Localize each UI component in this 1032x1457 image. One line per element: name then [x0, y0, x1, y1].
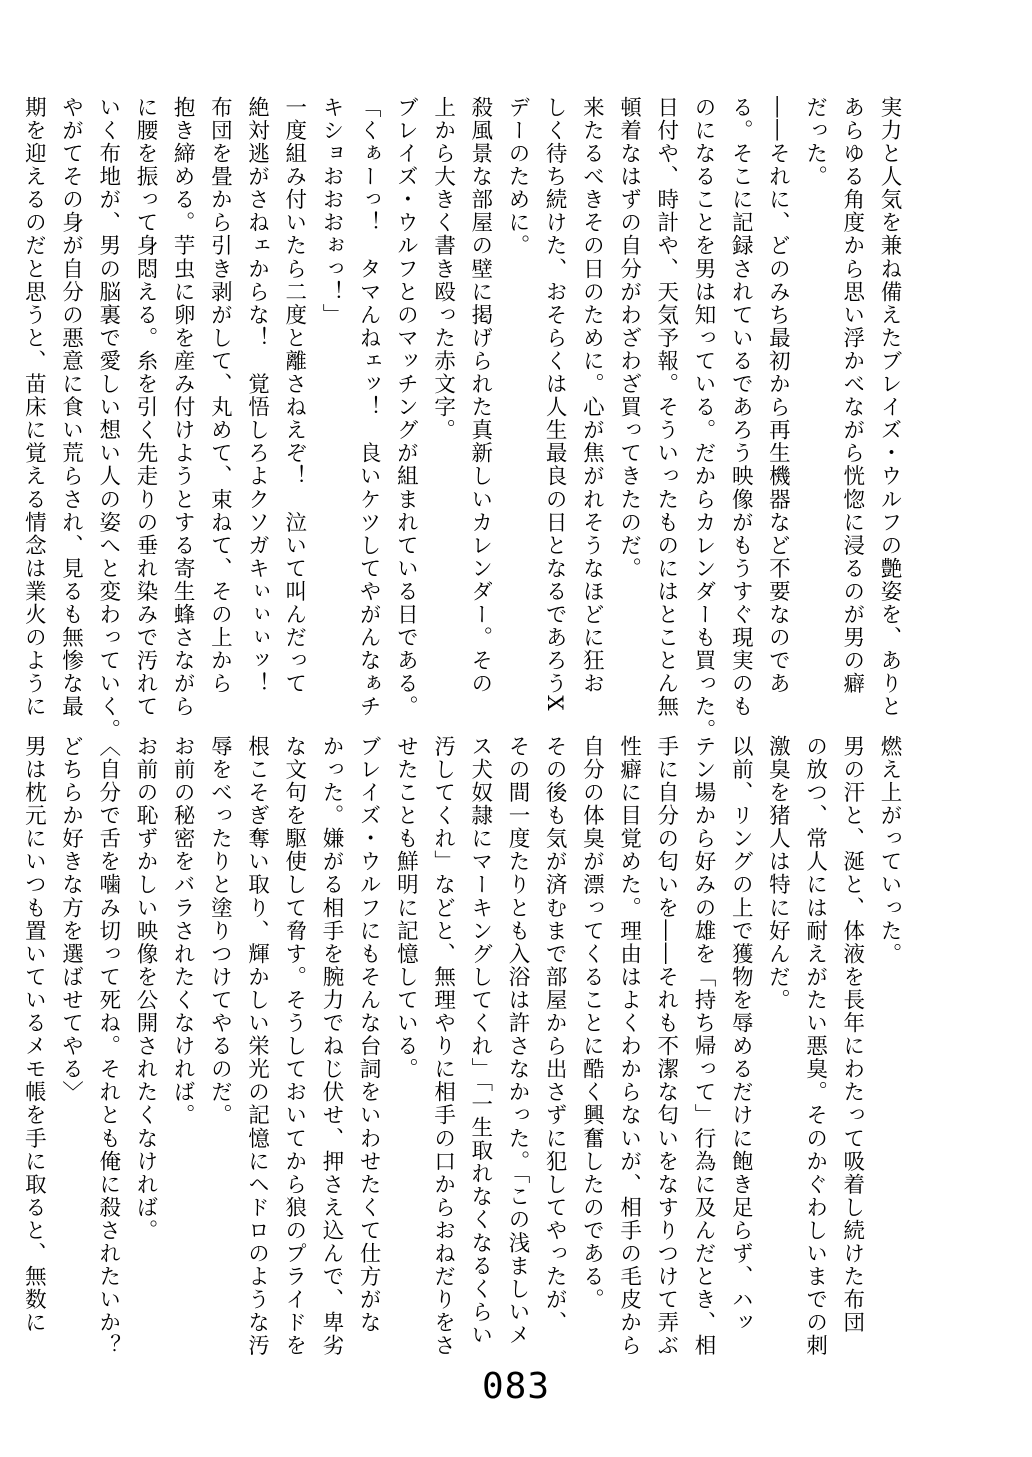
- text-line: キショおおおぉっ！」: [318, 96, 344, 327]
- text-line: どちらか好きな方を選ばせてやる〉: [58, 735, 84, 1104]
- text-line: ス犬奴隷にマーキングしてくれ」「一生取れなくなるくらい: [467, 735, 493, 1347]
- text-line: のになることを男は知っている。だからカレンダーも買った。: [690, 96, 716, 742]
- text-line: な文句を駆使して脅す。そうしておいてから狼のプライドを: [281, 735, 307, 1358]
- text-line: 手に自分の匂いを――それも不潔な匂いをなすりつけて弄ぶ: [653, 735, 679, 1358]
- text-line: 燃え上がっていった。: [877, 735, 902, 966]
- text-line: 布団を畳から引き剥がして、丸めて、束ねて、その上から: [207, 96, 233, 696]
- text-line: 日付や、時計や、天気予報。そういったものにはとことん無: [653, 96, 679, 719]
- text-line: 男の汗と、涎と、体液を長年にわたって吸着し続けた布団: [839, 735, 865, 1335]
- text-line: いく布地が、男の脳裏で愛しい想い人の姿へと変わっていく。: [95, 96, 121, 742]
- text-line: 頓着なはずの自分がわざわざ買ってきたのだ。: [616, 96, 642, 581]
- text-line: 自分の体臭が漂ってくることに酷く興奮したのである。: [579, 735, 605, 1312]
- text-line: ――それに、どのみち最初から再生機器など不要なのであ: [765, 96, 791, 696]
- text-line: 激臭を猪人は特に好んだ。: [765, 735, 791, 1012]
- text-line: しく待ち続けた、おそらくは人生最良の日となるであろうX: [542, 96, 568, 713]
- text-line: お前の秘密をバラされたくなければ。: [170, 735, 196, 1127]
- text-line: る。そこに記録されているであろう映像がもうすぐ現実のも: [728, 96, 754, 719]
- text-line: 「くぁーっ！ タマんねェッ！ 良いケツしてやがんなぁチ: [356, 96, 382, 719]
- text-line: の放つ、常人には耐えがたい悪臭。そのかぐわしいまでの刺: [802, 735, 828, 1358]
- text-line: だった。: [802, 96, 828, 189]
- text-line: 来たるべきその日のために。心が焦がれそうなほどに狂お: [579, 96, 605, 696]
- upper-text-block: [21, 96, 908, 742]
- text-line: お前の恥ずかしい映像を公開されたくなければ。: [132, 735, 158, 1243]
- text-line: 上から大きく書き殴った赤文字。: [430, 96, 456, 442]
- text-line: その間一度たりとも入浴は許さなかった。「この浅ましいメ: [504, 735, 530, 1347]
- text-line: 実力と人気を兼ね備えたブレイズ・ウルフの艶姿を、ありと: [877, 96, 902, 719]
- text-line: 性癖に目覚めた。理由はよくわからないが、相手の毛皮から: [616, 735, 642, 1358]
- text-line: その後も気が済むまで部屋から出さずに犯してやったが、: [542, 735, 568, 1335]
- text-line: ブレイズ・ウルフにもそんな台詞をいわせたくて仕方がな: [356, 735, 382, 1335]
- page-number: 083: [481, 1366, 551, 1407]
- text-line: 汚してくれ」などと、無理やりに相手の口からおねだりをさ: [430, 735, 456, 1358]
- text-line: 辱をべったりと塗りつけてやるのだ。: [207, 735, 233, 1127]
- text-line: 期を迎えるのだと思うと、苗床に覚える情念は業火のように: [21, 96, 47, 719]
- text-line: ブレイズ・ウルフとのマッチングが組まれている日である。: [393, 96, 419, 719]
- text-line: 殺風景な部屋の壁に掲げられた真新しいカレンダー。その: [467, 96, 493, 696]
- text-line: せたことも鮮明に記憶している。: [393, 735, 419, 1081]
- text-line: テン場から好みの雄を「持ち帰って」行為に及んだとき、相: [690, 735, 716, 1358]
- text-line: に腰を振って身悶える。糸を引く先走りの垂れ染みで汚れて: [132, 96, 158, 719]
- text-line: 絶対逃がさねェからな！ 覚悟しろよクソガキぃぃぃッ！: [244, 96, 270, 696]
- text-line: あらゆる角度から思い浮かべながら恍惚に浸るのが男の癖: [839, 96, 865, 696]
- text-line: 根こそぎ奪い取り、輝かしい栄光の記憶にヘドロのような汚: [244, 735, 270, 1358]
- text-line: デーのために。: [504, 96, 530, 258]
- text-line: 抱き締める。芋虫に卵を産み付けようとする寄生蜂さながら: [170, 96, 196, 719]
- text-line: かった。嫌がる相手を腕力でねじ伏せ、押さえ込んで、卑劣: [318, 735, 344, 1358]
- lower-text-block: [21, 735, 908, 1358]
- text-line: やがてその身が自分の悪意に食い荒らされ、見るも無惨な最: [58, 96, 84, 719]
- text-line: 〈自分で舌を噛み切って死ね。それとも俺に殺されたいか？: [95, 735, 121, 1358]
- text-line: 以前、リングの上で獲物を辱めるだけに飽き足らず、ハッ: [728, 735, 754, 1335]
- text-line: 男は枕元にいつも置いているメモ帳を手に取ると、無数に: [21, 735, 47, 1335]
- text-line: 一度組み付いたら二度と離さねえぞ！ 泣いて叫んだって: [281, 96, 307, 696]
